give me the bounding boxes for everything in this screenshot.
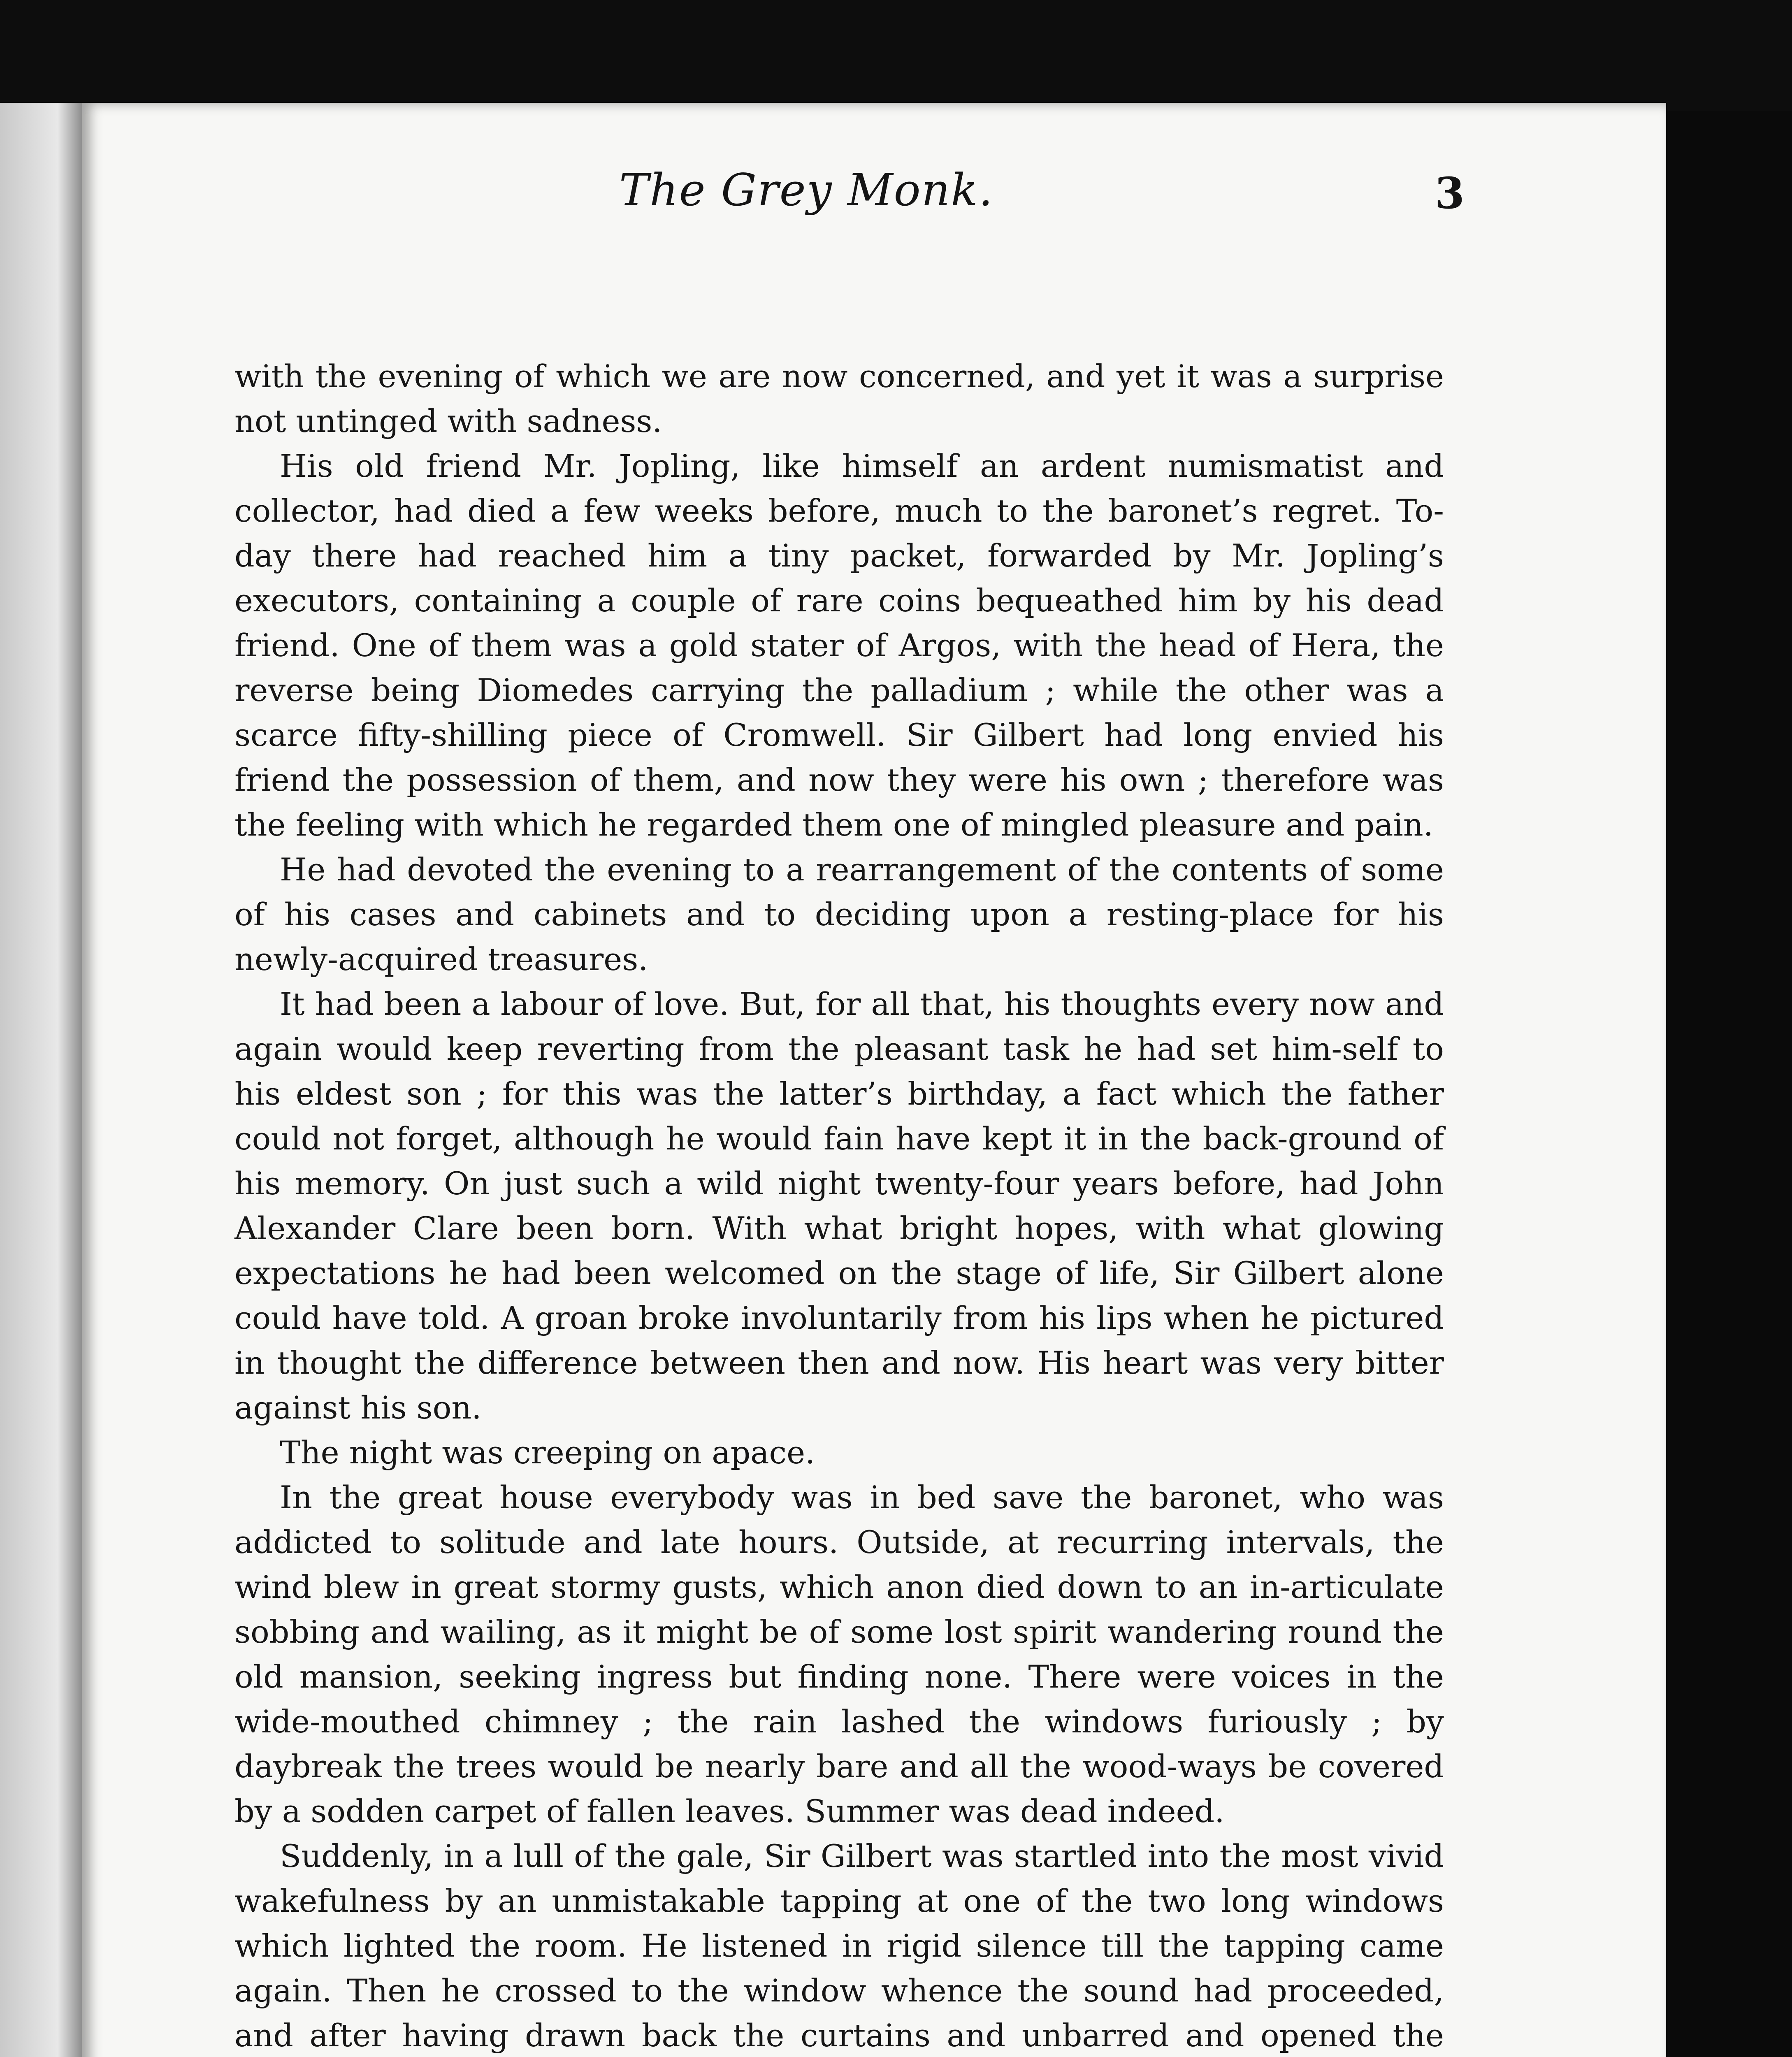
paragraph: Suddenly, in a lull of the gale, Sir Gilbert was startled into the most vivid wakefulness by an unmistakable tapping at one of the two long windows which lighted the room. He listened in rigid silence till the tapping came again. Then he crossed to the window whence the sound had proceeded, and after having drawn back the curtains and unbarred and opened the (234, 1838, 1444, 2054)
paragraph: The night was creeping on apace. (280, 1434, 815, 1471)
previous-page-edge (0, 103, 82, 2057)
paragraph: In the great house everybody was in bed save the baronet, who was addicted to solitude and late hours. Outside, at recurring intervals, the wind blew in great stormy gusts, which anon died down to an in-articulate sobbing and wailing, as it might be of some lost spirit wandering round the old mansion, seeking ingress but finding none. There were voices in the wide-mouthed chimney ; the rain lashed the windows furiously ; by daybreak the trees would be nearly bare and all the wood-ways be covered by a sodden carpet of fallen leaves. Summer was dead indeed. (234, 1479, 1444, 1829)
paragraph: He had devoted the evening to a rearrangement of the contents of some of his cases and cabinets and to deciding upon a resting-place for his newly-acquired treasures. (234, 851, 1444, 977)
page-number: 3 (1435, 168, 1465, 218)
running-header (148, 165, 1465, 255)
body-text (234, 354, 1444, 2057)
scan-background-edge (1666, 111, 1792, 2057)
paragraph: with the evening of which we are now concerned, and yet it was a surprise not untinged with sadness. (234, 358, 1444, 439)
running-title: The Grey Monk. (619, 165, 993, 216)
paragraph: It had been a labour of love. But, for all that, his thoughts every now and again would keep reverting from the pleasant task he had set him-self to his eldest son ; for this was the latter’s birthday, a fact which the father could not forget, although he would fain have kept it in the back-ground of his memory. On just such a wild night twenty-four years before, had John Alexander Clare been born. With what bright hopes, with what glowing expectations he had been welcomed on the stage of life, Sir Gilbert alone could have told. A groan broke involuntarily from his lips when he pictured in thought the difference between then and now. His heart was very bitter against his son. (234, 986, 1444, 1426)
paragraph: His old friend Mr. Jopling, like himself an ardent numismatist and collector, had died a few weeks before, much to the baronet’s regret. To-day there had reached him a tiny packet, forwarded by Mr. Jopling’s executors, containing a couple of rare coins bequeathed him by his dead friend. One of them was a gold stater of Argos, with the head of Hera, the reverse being Diomedes carrying the palladium ; while the other was a scarce fifty-shilling piece of Cromwell. Sir Gilbert had long envied his friend the possession of them, and now they were his own ; therefore was the feeling with which he regarded them one of mingled pleasure and pain. (234, 448, 1444, 843)
